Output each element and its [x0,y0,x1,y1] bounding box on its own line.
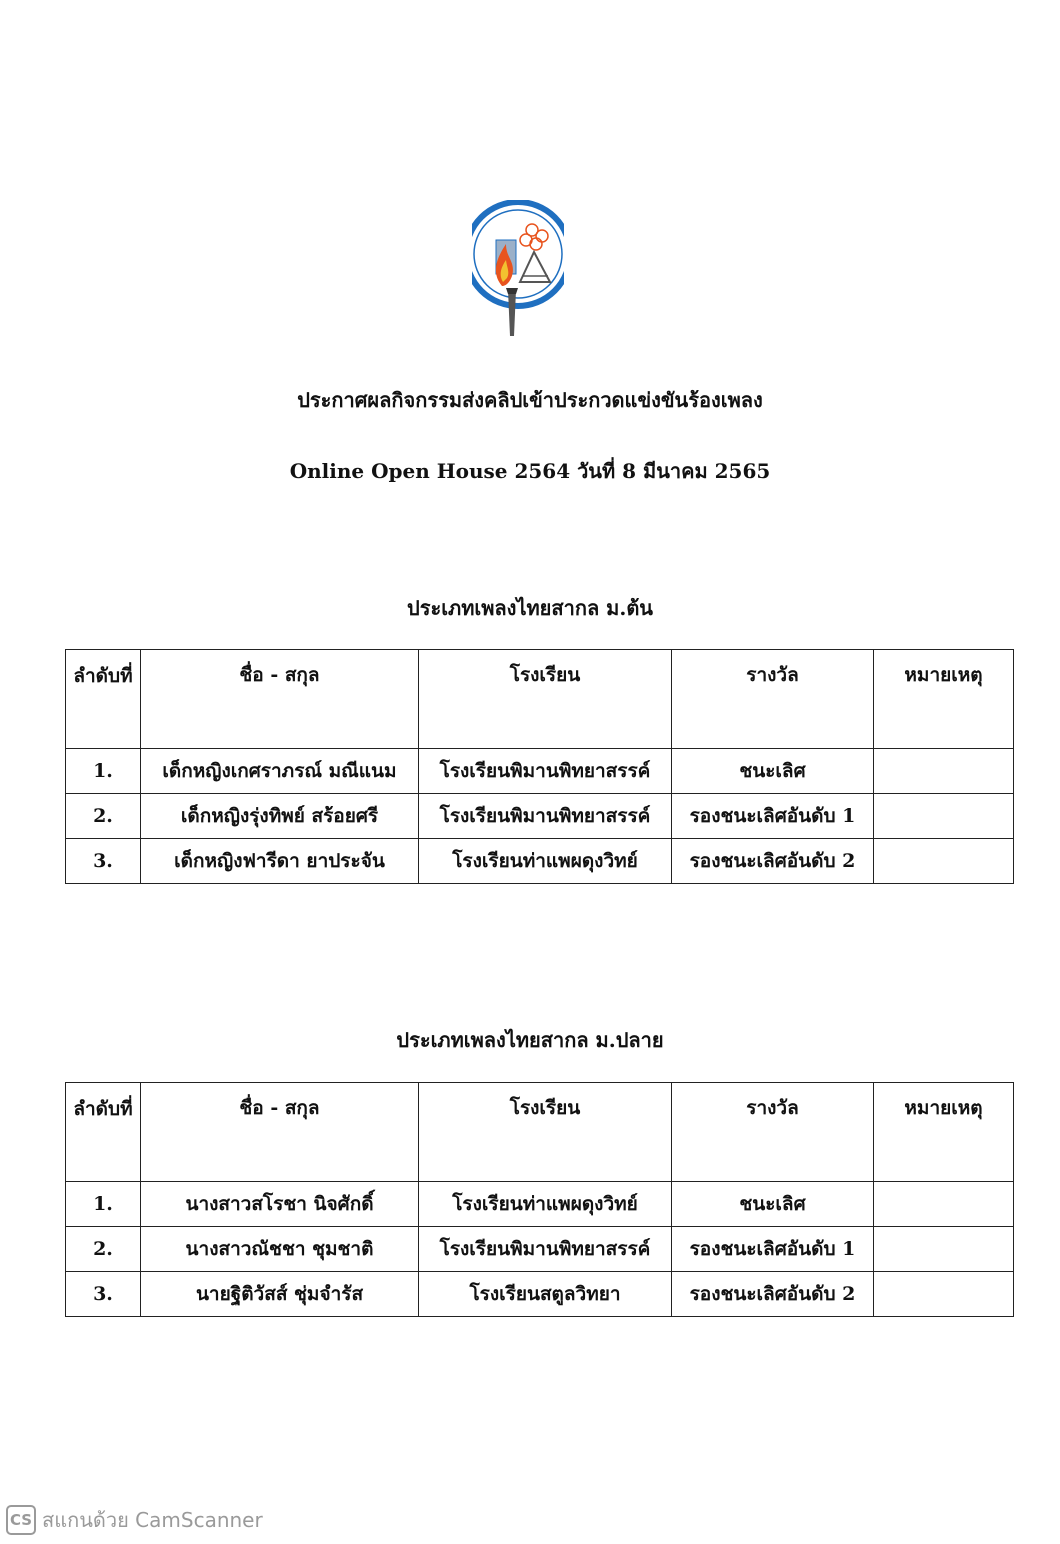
award: รองชนะเลิศอันดับ 2 [672,1272,874,1317]
remark [874,1182,1014,1227]
table-header-row [66,1083,1014,1182]
column-header-remark: หมายเหตุ [874,1083,1014,1182]
column-header-no: ลำดับที่ [66,1083,141,1182]
school-name: โรงเรียนสตูลวิทยา [419,1272,672,1317]
participant-name: นางสาวณัชชา ชุมชาติ [141,1227,419,1272]
school-name: โรงเรียนพิมานพิทยาสรรค์ [419,794,672,839]
column-header-remark: หมายเหตุ [874,650,1014,749]
participant-name: นางสาวสโรชา นิจศักดิ์ [141,1182,419,1227]
award: รองชนะเลิศอันดับ 1 [672,1227,874,1272]
school-name: โรงเรียนพิมานพิทยาสรรค์ [419,1227,672,1272]
section-title-upper-secondary: ประเภทเพลงไทยสากล ม.ปลาย [396,1028,664,1052]
participant-name: เด็กหญิงรุ่งทิพย์ สร้อยศรี [141,794,419,839]
school-name: โรงเรียนท่าแพผดุงวิทย์ [419,1182,672,1227]
school-logo [472,200,564,340]
column-header-school: โรงเรียน [419,1083,672,1182]
participant-name: เด็กหญิงฟารีดา ยาประจัน [141,839,419,884]
school-name: โรงเรียนพิมานพิทยาสรรค์ [419,749,672,794]
table-header-row [66,650,1014,749]
table-row [66,749,1014,794]
table-row [66,1227,1014,1272]
column-header-award: รางวัล [672,1083,874,1182]
column-header-school: โรงเรียน [419,650,672,749]
camscanner-logo-icon: CS [6,1505,36,1535]
table-row [66,1182,1014,1227]
remark [874,839,1014,884]
award: รองชนะเลิศอันดับ 2 [672,839,874,884]
row-number: 3. [66,1272,141,1317]
award: ชนะเลิศ [672,749,874,794]
table-row [66,794,1014,839]
table-row [66,1272,1014,1317]
column-header-award: รางวัล [672,650,874,749]
remark [874,794,1014,839]
award: ชนะเลิศ [672,1182,874,1227]
participant-name: นายฐิติวัสส์ ชุ่มจำรัส [141,1272,419,1317]
remark [874,749,1014,794]
award: รองชนะเลิศอันดับ 1 [672,794,874,839]
column-header-name: ชื่อ - สกุล [141,650,419,749]
column-header-no: ลำดับที่ [66,650,141,749]
announcement-title: ประกาศผลกิจกรรมส่งคลิปเข้าประกวดแข่งขันร้องเพลง [297,388,763,412]
remark [874,1272,1014,1317]
row-number: 2. [66,794,141,839]
watermark-text: สแกนด้วย CamScanner [42,1508,263,1532]
participant-name: เด็กหญิงเกศราภรณ์ มณีแนม [141,749,419,794]
remark [874,1227,1014,1272]
section-title-lower-secondary: ประเภทเพลงไทยสากล ม.ต้น [407,596,653,620]
camscanner-watermark [6,1504,263,1536]
results-table-upper-secondary [65,1082,1014,1317]
row-number: 2. [66,1227,141,1272]
announcement-subtitle: Online Open House 2564 วันที่ 8 มีนาคม 2565 [289,459,771,483]
row-number: 3. [66,839,141,884]
school-name: โรงเรียนท่าแพผดุงวิทย์ [419,839,672,884]
column-header-name: ชื่อ - สกุล [141,1083,419,1182]
row-number: 1. [66,1182,141,1227]
table-row [66,839,1014,884]
row-number: 1. [66,749,141,794]
results-table-lower-secondary [65,649,1014,884]
